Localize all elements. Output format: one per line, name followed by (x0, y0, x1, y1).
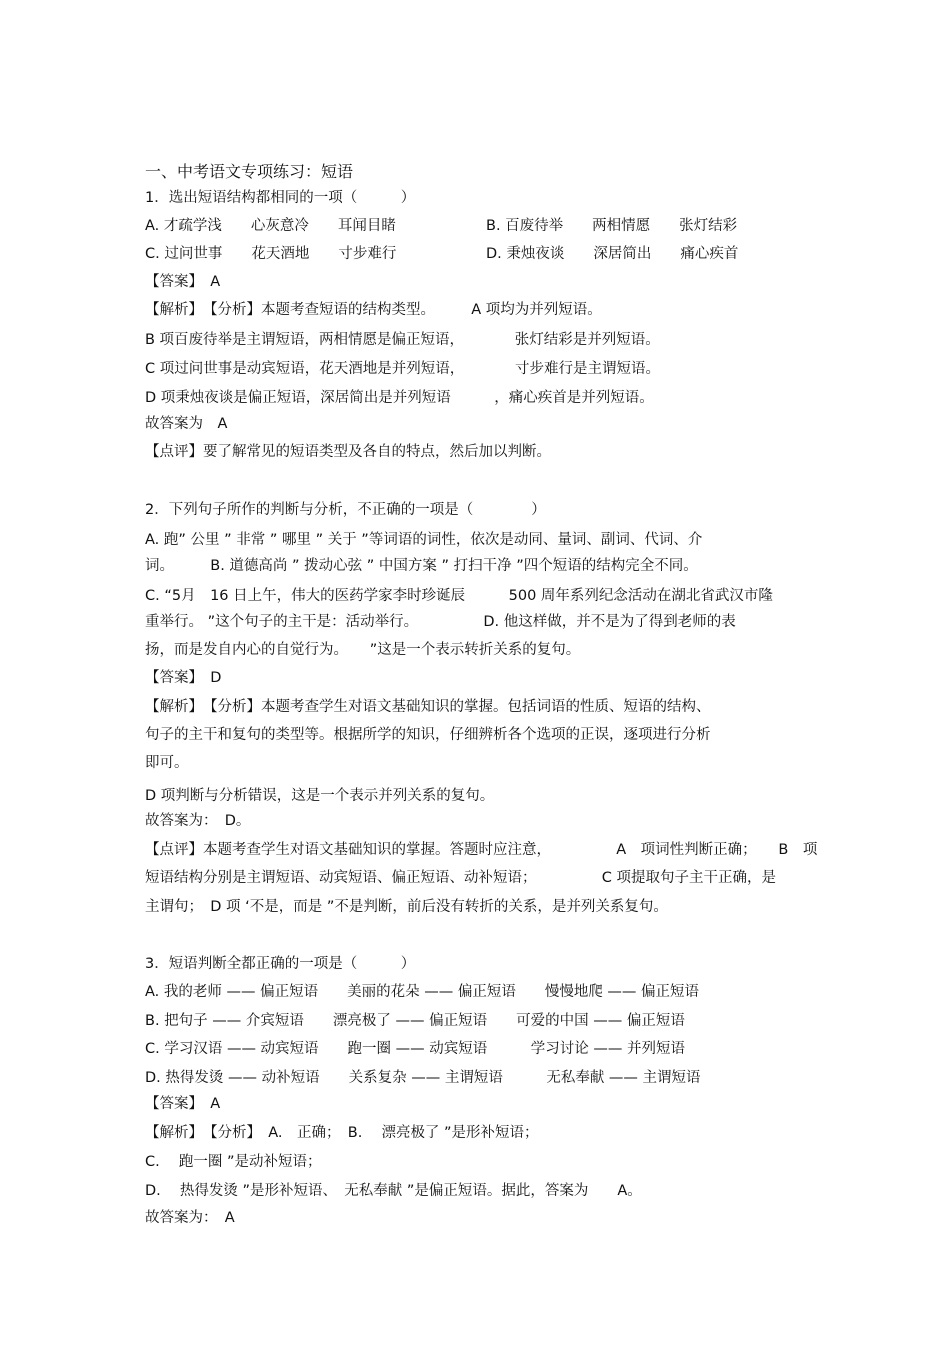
q3-answer: 【答案】 A (145, 1096, 221, 1112)
q3-stem: 3．短语判断全都正确的一项是（ ） (145, 956, 416, 972)
page-title: 一、中考语文专项练习：短语 (145, 162, 354, 181)
q2-line-3: C. “5月 16 日上午，伟大的医药学家李时珍诞辰 500 周年系列纪念活动在湖北省武汉市隆 (145, 588, 773, 604)
q3-analysis-1: 【解析】 【分析】 A. 正确； B. 漂亮极了 ”是形补短语； (145, 1125, 539, 1141)
q1-final: 故答案为 A (145, 416, 228, 432)
q2-comment-3: 主谓句； D 项 ‘不是，而是 ”不是判断，前后没有转折的关系，是并列关系复句。 (145, 899, 668, 915)
q1-stem: 1．选出短语结构都相同的一项（ ） (145, 190, 416, 206)
q2-line-1: A. 跑” 公里 ” 非常 ” 哪里 ” 关于 ”等词语的词性，依次是动同、量词、副词、代词、介 (145, 532, 703, 548)
q1-analysis-d: D 项秉烛夜谈是偏正短语，深居简出是并列短语 ，痛心疾首是并列短语。 (145, 390, 654, 406)
q2-final: 故答案为： D。 (145, 813, 251, 829)
q3-option-a: A. 我的老师 —— 偏正短语 美丽的花朵 —— 偏正短语 慢慢地爬 —— 偏正短语 (145, 984, 700, 1000)
q2-comment-2: 短语结构分别是主谓短语、动宾短语、偏正短语、动补短语； C 项提取句子主干正确，是 (145, 870, 776, 886)
q2-comment-1: 【点评】本题考查学生对语文基础知识的掌握。答题时应注意， A 项词性判断正确； B 项 (145, 842, 818, 858)
q2-analysis-4: D 项判断与分析错误，这是一个表示并列关系的复句。 (145, 788, 495, 804)
q3-final: 故答案为： A (145, 1210, 235, 1226)
q3-analysis-3: D. 热得发烫 ”是形补短语、 无私奉献 ”是偏正短语。据此，答案为 A。 (145, 1183, 642, 1199)
q1-analysis: 【解析】 【分析】本题考查短语的结构类型。 A 项均为并列短语。 (145, 302, 602, 318)
q2-stem: 2．下列句子所作的判断与分析，不正确的一项是（ ） (145, 502, 546, 518)
q1-comment: 【点评】要了解常见的短语类型及各自的特点，然后加以判断。 (145, 444, 551, 460)
q2-analysis-2: 句子的主干和复句的类型等。根据所学的知识，仔细辨析各个选项的正误，逐项进行分析 (145, 727, 711, 743)
q1-analysis-c: C 项过问世事是动宾短语，花天酒地是并列短语， 寸步难行是主谓短语。 (145, 361, 660, 377)
q1-answer: 【答案】 A (145, 274, 221, 290)
q2-analysis-3: 即可。 (145, 755, 189, 771)
q2-answer: 【答案】 D (145, 670, 222, 686)
q2-line-2: 词。 B. 道德高尚 ” 拨动心弦 ” 中国方案 ” 打扫干净 ”四个短语的结构完全不同。 (145, 558, 698, 574)
q3-option-c: C. 学习汉语 —— 动宾短语 跑一圈 —— 动宾短语 学习讨论 —— 并列短语 (145, 1041, 685, 1057)
q1-option-c: C. 过问世事 花天酒地 寸步难行 (145, 246, 397, 262)
q1-option-b: B. 百废待举 两相情愿 张灯结彩 (486, 218, 738, 234)
q2-line-4: 重举行。 ”这个句子的主干是：活动举行。 D. 他这样做，并不是为了得到老师的表 (145, 614, 736, 630)
q3-analysis-2: C. 跑一圈 ”是动补短语； (145, 1154, 322, 1170)
q2-analysis-1: 【解析】 【分析】本题考查学生对语文基础知识的掌握。包括词语的性质、短语的结构、 (145, 699, 711, 715)
q1-option-d: D. 秉烛夜谈 深居简出 痛心疾首 (486, 246, 739, 262)
q3-option-b: B. 把句子 —— 介宾短语 漂亮极了 —— 偏正短语 可爱的中国 —— 偏正短语 (145, 1013, 685, 1029)
q1-analysis-b: B 项百废待举是主谓短语，两相情愿是偏正短语， 张灯结彩是并列短语。 (145, 332, 660, 348)
q3-option-d: D. 热得发烫 —— 动补短语 关系复杂 —— 主谓短语 无私奉献 —— 主谓短语 (145, 1070, 701, 1086)
q1-option-a: A. 才疏学浅 心灰意冷 耳闻目睹 (145, 218, 396, 234)
q2-line-5: 扬，而是发自内心的自觉行为。 ”这是一个表示转折关系的复句。 (145, 642, 581, 658)
